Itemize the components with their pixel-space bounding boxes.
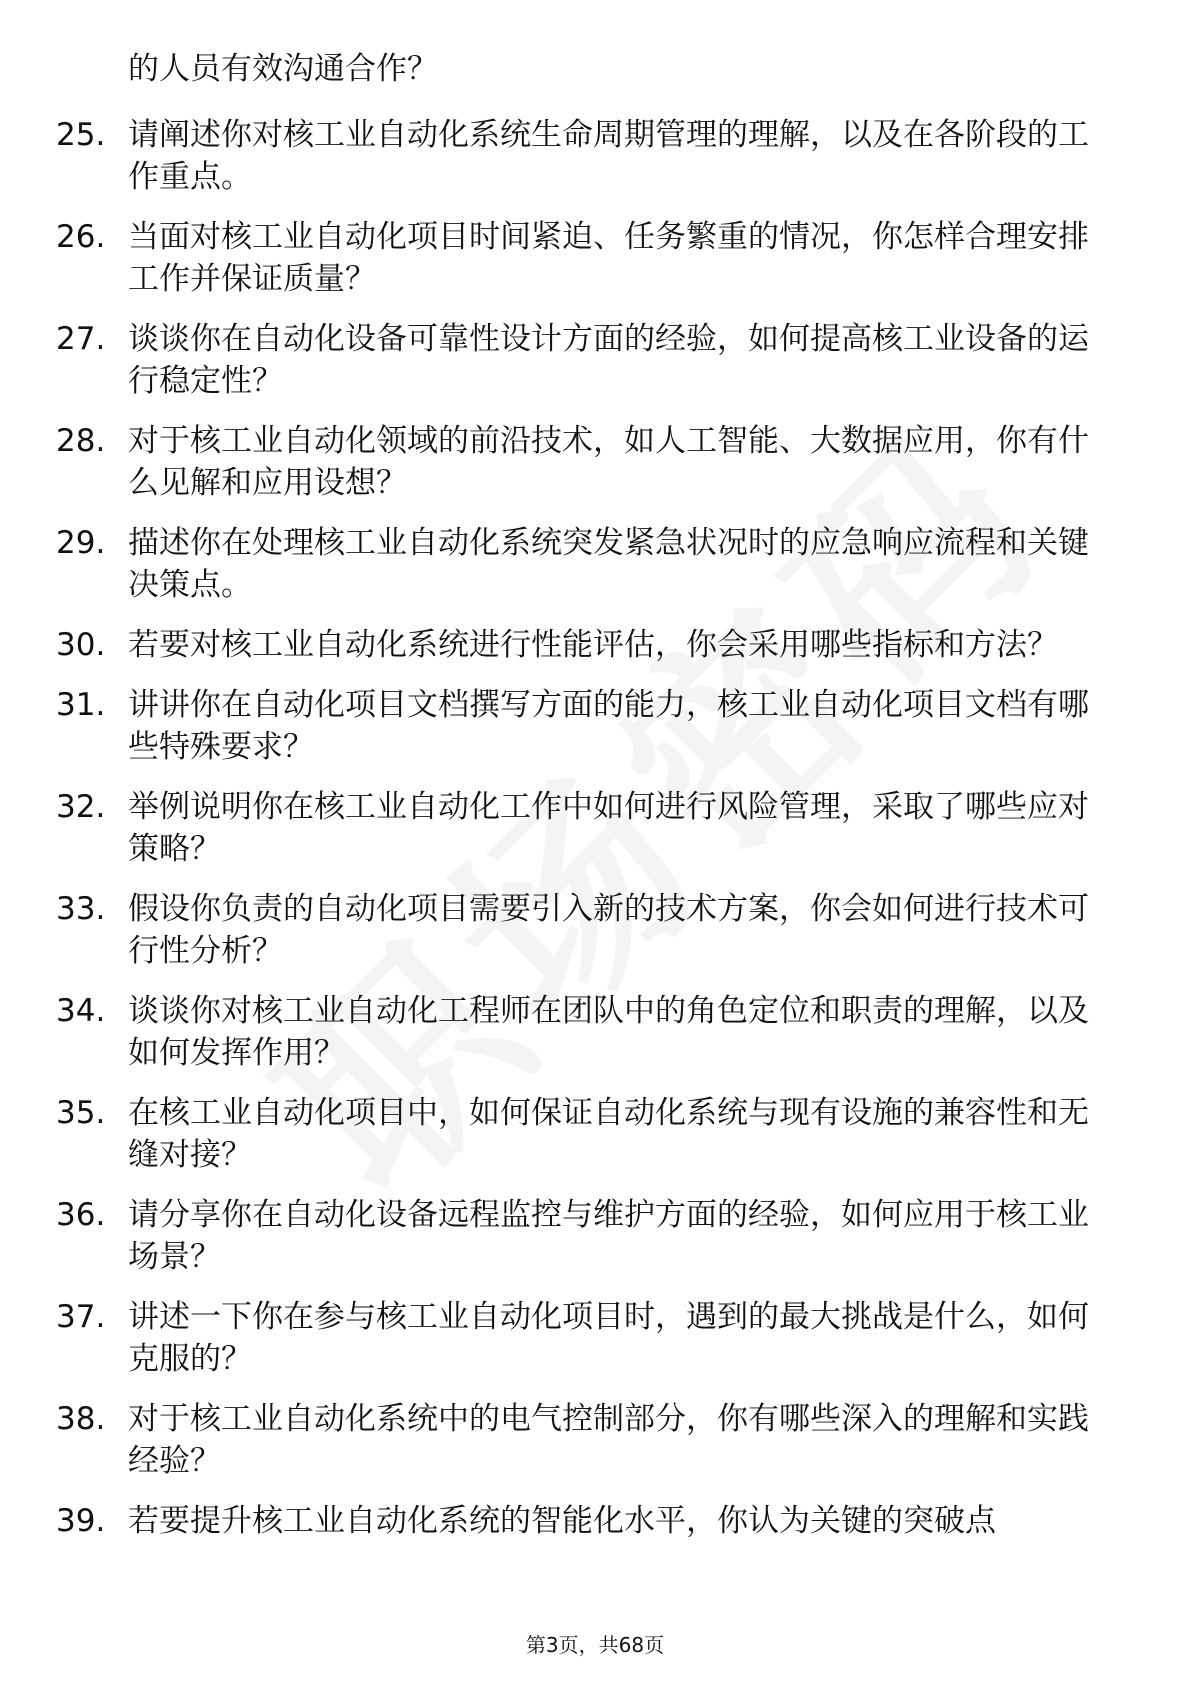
question-text: 谈谈你对核工业自动化工程师在团队中的角色定位和职责的理解，以及如何发挥作用？ xyxy=(128,993,1089,1071)
question-item xyxy=(56,522,1106,606)
question-number: 25. xyxy=(56,117,106,153)
question-text: 描述你在处理核工业自动化系统突发紧急状况时的应急响应流程和关键决策点。 xyxy=(128,525,1089,603)
question-text: 假设你负责的自动化项目需要引入新的技术方案，你会如何进行技术可行性分析？ xyxy=(128,891,1089,969)
question-list xyxy=(56,114,1106,1560)
question-text: 讲述一下你在参与核工业自动化项目时，遇到的最大挑战是什么，如何克服的？ xyxy=(128,1299,1089,1377)
question-text: 若要对核工业自动化系统进行性能评估，你会采用哪些指标和方法？ xyxy=(128,627,1058,663)
question-item xyxy=(56,624,1106,666)
question-text: 对于核工业自动化领域的前沿技术，如人工智能、大数据应用，你有什么见解和应用设想？ xyxy=(128,423,1089,501)
question-item xyxy=(56,786,1106,870)
question-text: 请阐述你对核工业自动化系统生命周期管理的理解，以及在各阶段的工作重点。 xyxy=(128,117,1089,195)
question-item xyxy=(56,888,1106,972)
question-item xyxy=(56,1500,1106,1542)
question-number: 31. xyxy=(56,687,106,723)
question-text: 当面对核工业自动化项目时间紧迫、任务繁重的情况，你怎样合理安排工作并保证质量？ xyxy=(128,219,1089,297)
question-item xyxy=(56,684,1106,768)
question-number: 37. xyxy=(56,1299,106,1335)
question-text: 在核工业自动化项目中，如何保证自动化系统与现有设施的兼容性和无缝对接？ xyxy=(128,1095,1089,1173)
question-text: 请分享你在自动化设备远程监控与维护方面的经验，如何应用于核工业场景？ xyxy=(128,1197,1089,1275)
question-item xyxy=(56,216,1106,300)
question-number: 29. xyxy=(56,525,106,561)
question-number: 34. xyxy=(56,993,106,1029)
question-text: 举例说明你在核工业自动化工作中如何进行风险管理，采取了哪些应对策略？ xyxy=(128,789,1089,867)
question-item xyxy=(56,1398,1106,1482)
question-item xyxy=(56,1092,1106,1176)
question-number: 27. xyxy=(56,321,106,357)
question-text: 若要提升核工业自动化系统的智能化水平，你认为关键的突破点 xyxy=(128,1503,996,1539)
question-item xyxy=(56,1296,1106,1380)
question-number: 36. xyxy=(56,1197,106,1233)
question-number: 35. xyxy=(56,1095,106,1131)
question-text: 讲讲你在自动化项目文档撰写方面的能力，核工业自动化项目文档有哪些特殊要求？ xyxy=(128,687,1089,765)
question-item xyxy=(56,990,1106,1074)
question-item xyxy=(56,420,1106,504)
question-item xyxy=(56,318,1106,402)
page-footer: 第3页，共68页 xyxy=(525,1633,665,1657)
question-number: 33. xyxy=(56,891,106,927)
continued-question-text: 的人员有效沟通合作？ xyxy=(128,51,438,87)
question-text: 对于核工业自动化系统中的电气控制部分，你有哪些深入的理解和实践经验？ xyxy=(128,1401,1089,1479)
question-number: 28. xyxy=(56,423,106,459)
question-number: 38. xyxy=(56,1401,106,1437)
question-item xyxy=(56,1194,1106,1278)
question-item xyxy=(56,114,1106,198)
question-number: 39. xyxy=(56,1503,106,1539)
question-number: 26. xyxy=(56,219,106,255)
question-text: 谈谈你在自动化设备可靠性设计方面的经验，如何提高核工业设备的运行稳定性？ xyxy=(128,321,1089,399)
question-number: 30. xyxy=(56,627,106,663)
question-number: 32. xyxy=(56,789,106,825)
